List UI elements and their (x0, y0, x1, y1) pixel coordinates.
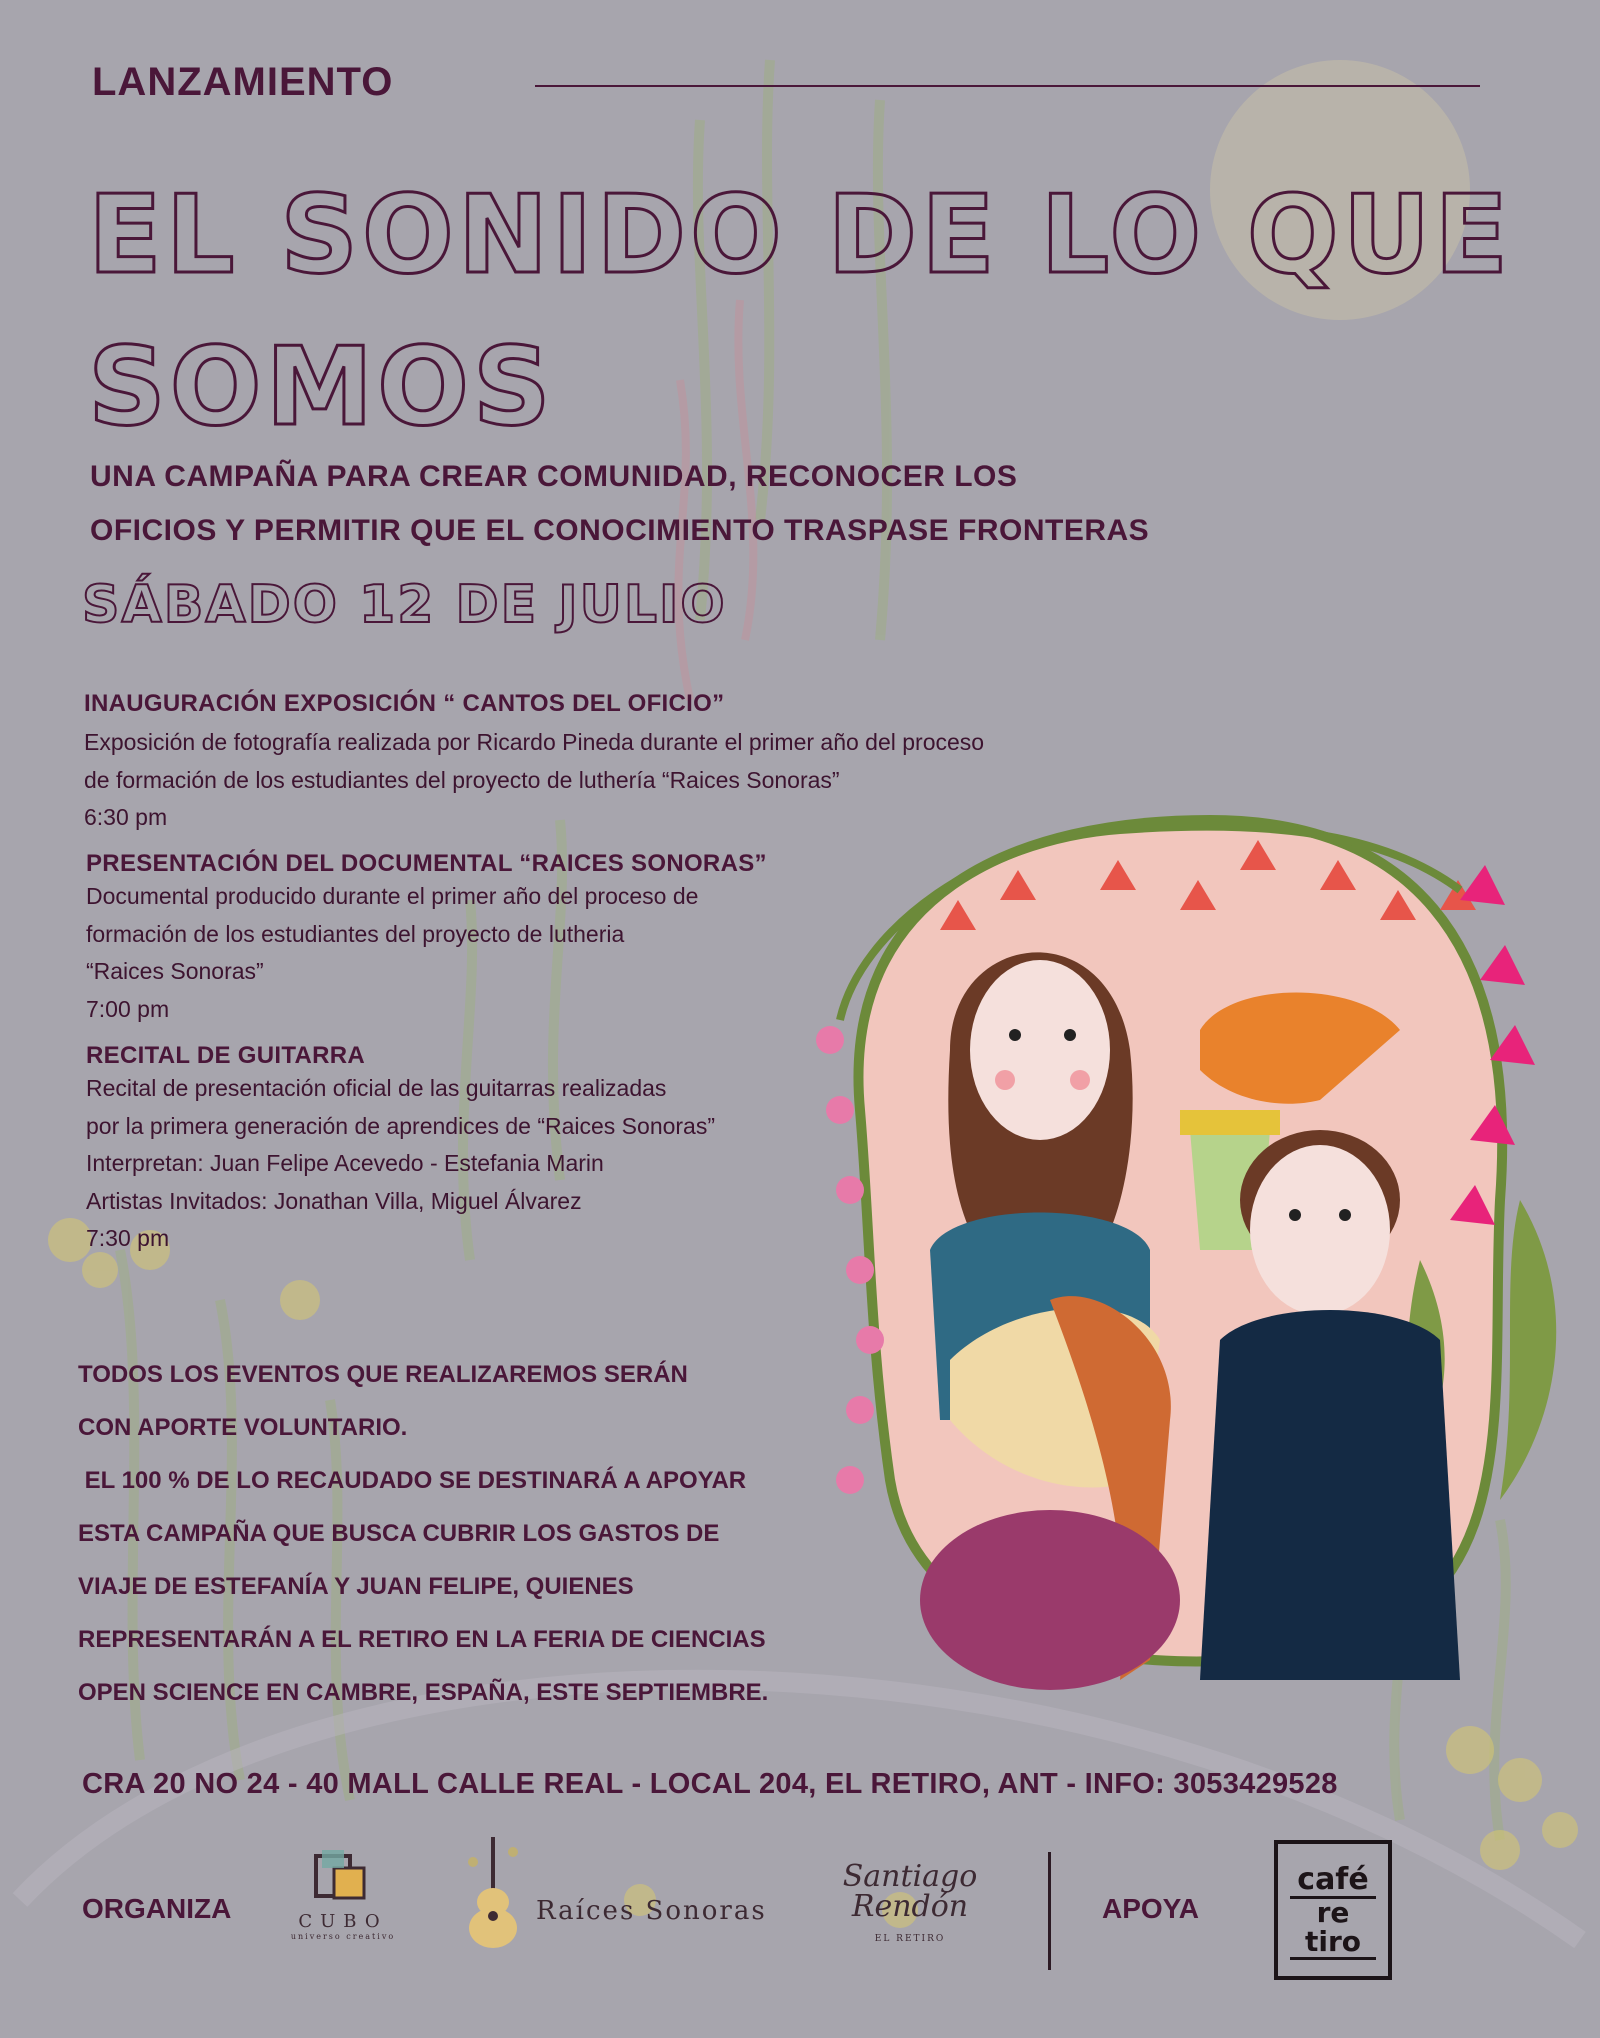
event-line: Interpretan: Juan Felipe Acevedo - Estefania Marin (86, 1150, 604, 1176)
apoya-label: APOYA (1102, 1893, 1200, 1924)
cafe-line-3: tiro (1290, 1927, 1376, 1960)
event-description (86, 878, 846, 1028)
notice-line: EL 100 % DE LO RECAUDADO SE DESTINARÁ A APOYAR (78, 1467, 747, 1494)
raices-sonoras-name: Raíces Sonoras (536, 1896, 767, 1926)
page-title (88, 160, 1528, 464)
notice-line: CON APORTE VOLUNTARIO. (78, 1414, 408, 1441)
cubo-tagline: universo creativo (290, 1932, 396, 1941)
event-title: PRESENTACIÓN DEL DOCUMENTAL “RAICES SONORAS” (86, 850, 767, 877)
event-time: 7:30 pm (86, 1225, 170, 1251)
santiago-place: EL RETIRO (874, 1934, 946, 1944)
family-portrait-illustration (800, 780, 1600, 1740)
footer-divider (1048, 1852, 1051, 1970)
subtitle-line-2: OFICIOS Y PERMITIR QUE EL CONOCIMIENTO TRASPASE FRONTERAS (90, 514, 1150, 547)
event-line: por la primera generación de aprendices de “Raices Sonoras” (86, 1112, 716, 1139)
event-line: de formación de los estudiantes del proyecto de luthería “Raices Sonoras” (84, 766, 840, 793)
notice-line: VIAJE DE ESTEFANÍA Y JUAN FELIPE, QUIENES (78, 1573, 634, 1600)
event-description (86, 1070, 846, 1258)
guitar-icon (458, 1832, 528, 1952)
notice-line: OPEN SCIENCE EN CAMBRE, ESPAÑA, ESTE SEPTIEMBRE. (78, 1679, 769, 1706)
event-title: INAUGURACIÓN EXPOSICIÓN “ CANTOS DEL OFICIO” (84, 690, 725, 717)
contribution-notice (78, 1348, 858, 1719)
event-line: Recital de presentación oficial de las guitarras realizadas (86, 1075, 667, 1101)
header-divider (535, 85, 1480, 87)
raices-sonoras-logo (458, 1832, 528, 1957)
cafe-line-1: café (1297, 1862, 1369, 1897)
title-line-1: EL SONIDO DE LO QUE (88, 173, 1513, 298)
notice-line: ESTA CAMPAÑA QUE BUSCA CUBRIR LOS GASTOS DE (78, 1520, 720, 1547)
notice-line: TODOS LOS EVENTOS QUE REALIZAREMOS SERÁN (78, 1361, 688, 1388)
organiza-label: ORGANIZA (82, 1893, 232, 1924)
event-time: 6:30 pm (84, 804, 168, 830)
santiago-rendon-logo (830, 1859, 990, 1944)
event-time: 7:00 pm (86, 995, 170, 1022)
kicker-label: LANZAMIENTO (92, 60, 394, 104)
event-line: formación de los estudiantes del proyecto de lutheria (86, 920, 625, 947)
event-line: “Raices Sonoras” (86, 958, 264, 984)
event-line: Documental producido durante el primer año del proceso de (86, 883, 699, 909)
event-date: SÁBADO 12 DE JULIO (82, 575, 727, 635)
cafe-line-2: re (1290, 1896, 1376, 1927)
santiago-line-2: Rendón (851, 1889, 969, 1924)
venue-address: CRA 20 NO 24 - 40 MALL CALLE REAL - LOCAL 204, EL RETIRO, ANT - INFO: 3053429528 (82, 1768, 1338, 1800)
event-line: Exposición de fotografía realizada por Ricardo Pineda durante el primer año del proceso (84, 729, 985, 755)
santiago-line-1: Santiago (842, 1859, 978, 1894)
event-3 (86, 1042, 846, 1258)
event-title: RECITAL DE GUITARRA (86, 1042, 366, 1069)
subtitle-line-1: UNA CAMPAÑA PARA CREAR COMUNIDAD, RECONOCER LOS (90, 460, 1018, 493)
cubo-logo (288, 1846, 398, 1941)
title-line-2: SOMOS (88, 325, 555, 450)
event-line: Artistas Invitados: Jonathan Villa, Miguel Álvarez (86, 1187, 582, 1214)
subtitle (90, 450, 1390, 558)
cafe-retiro-logo (1274, 1840, 1392, 1980)
cubo-cube-icon (308, 1846, 378, 1906)
event-2 (86, 850, 846, 1028)
cubo-name: CUBO (298, 1911, 388, 1932)
notice-line: REPRESENTARÁN A EL RETIRO EN LA FERIA DE CIENCIAS (78, 1626, 766, 1653)
